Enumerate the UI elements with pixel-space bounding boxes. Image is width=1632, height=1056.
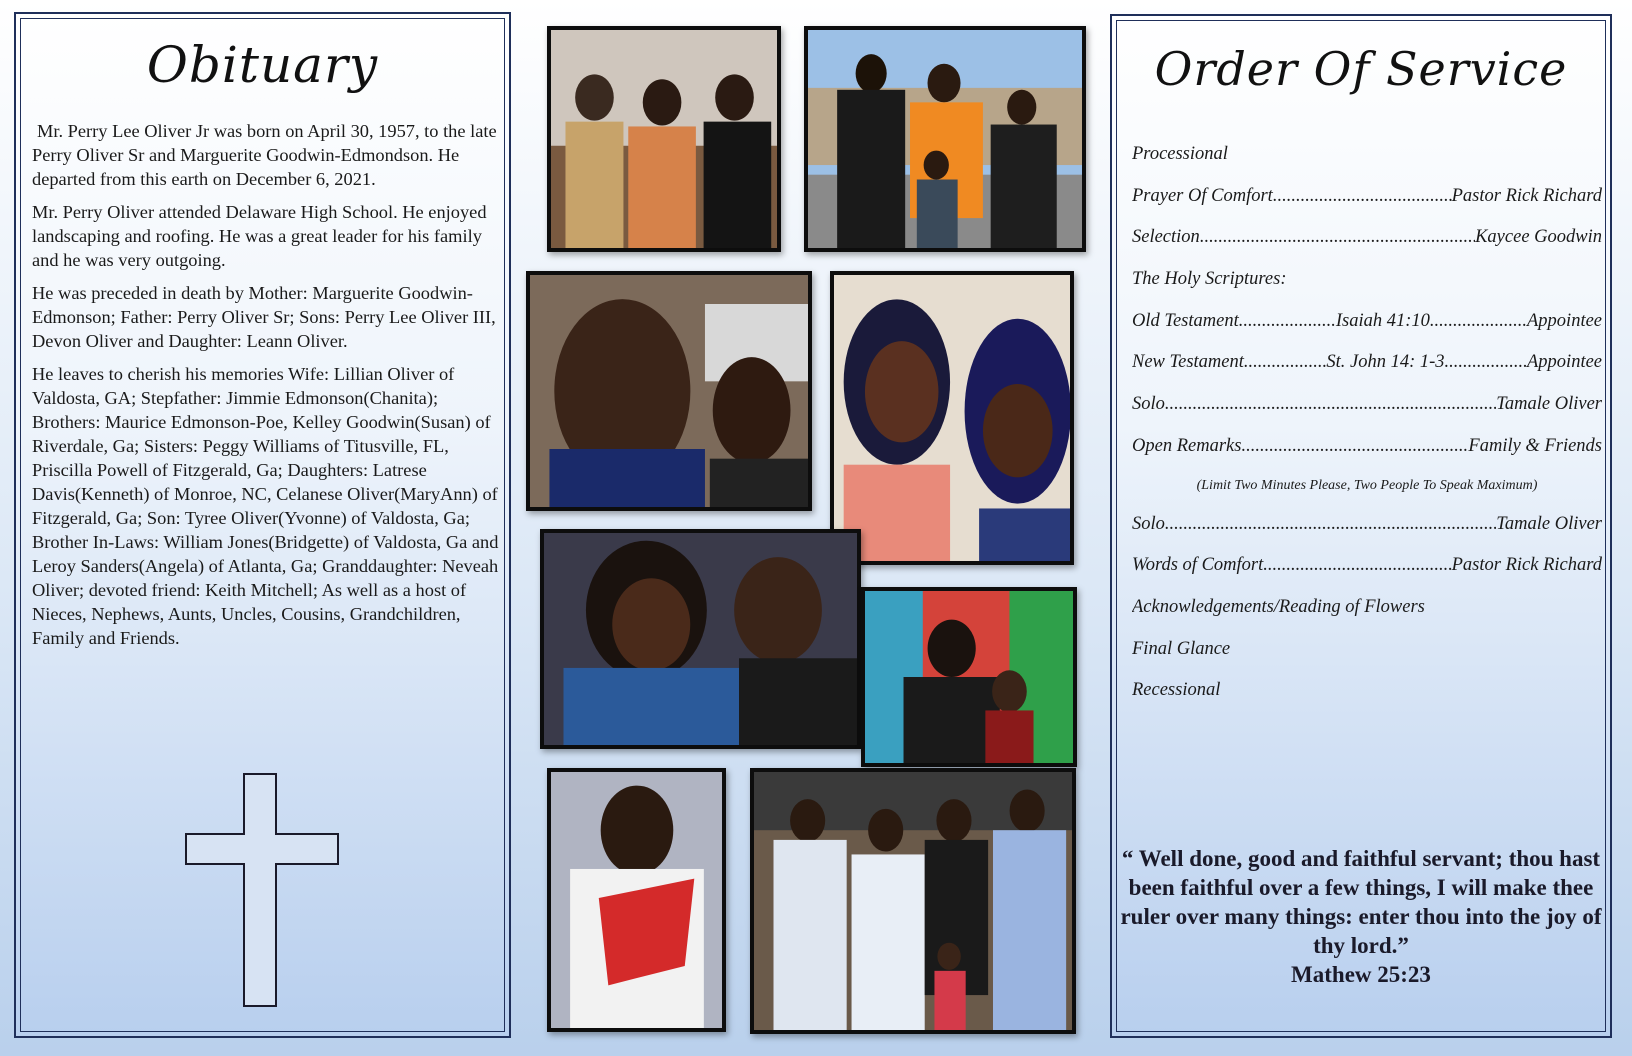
service-item-label: Final Glance xyxy=(1132,638,1231,659)
leader-dots xyxy=(1263,545,1451,587)
cross-icon xyxy=(182,770,352,1010)
service-item-person: Kaycee Goodwin xyxy=(1475,227,1602,248)
service-item-label: Acknowledgements/Reading of Flowers xyxy=(1132,596,1425,617)
service-item-reference: Isaiah 41:10 xyxy=(1335,310,1430,331)
service-item-person: Family & Friends xyxy=(1468,435,1602,456)
photo-family-street xyxy=(804,26,1086,252)
photo-family-group xyxy=(750,768,1076,1034)
service-item xyxy=(1132,545,1602,587)
service-item xyxy=(1132,504,1602,546)
scripture-quote xyxy=(1120,844,1602,989)
service-item-label: Solo xyxy=(1132,513,1165,534)
service-note: (Limit Two Minutes Please, Two People To Speak Maximum) xyxy=(1196,477,1538,493)
photo-three-men-indoors xyxy=(547,26,781,252)
leader-dots xyxy=(1241,426,1468,468)
service-item-reference: St. John 14: 1-3 xyxy=(1326,352,1445,373)
leader-dots xyxy=(1445,342,1527,384)
service-item xyxy=(1132,176,1602,218)
obituary-paragraph: Mr. Perry Oliver attended Delaware High School. He enjoyed landscaping and roofing. He was a great leader for his family and he was very outgoing. xyxy=(32,202,487,270)
leader-dots xyxy=(1165,504,1496,546)
service-item xyxy=(1132,670,1602,712)
service-item-person: Tamale Oliver xyxy=(1496,394,1602,415)
service-item-label: Selection xyxy=(1132,227,1200,248)
service-item-label: New Testament xyxy=(1132,352,1244,373)
order-of-service-list xyxy=(1132,134,1602,712)
service-item-label: Words of Comfort xyxy=(1132,555,1264,576)
service-item-label: Open Remarks xyxy=(1132,435,1242,456)
service-item xyxy=(1132,301,1602,343)
service-item xyxy=(1132,426,1602,468)
photo-man-girl-colorful xyxy=(861,587,1077,767)
photo-selfie-woman-girl xyxy=(830,271,1074,565)
obituary-paragraph: He leaves to cherish his memories Wife: Lillian Oliver of Valdosta, GA; Stepfather: Jimmie Edmonson(Chanita); Brothers: Maurice Edmonson-Poe, Kelley Goodwin(Susan) of Riverdale, Ga; Sisters: Peggy Williams of Titusville, FL, Priscilla Powell of Fitzgerald, Ga; Daughters: Latrese Davis(Kenneth) of Monroe, NC, Celanese Oliver(MaryAnn) of Fitzgerald, Ga; Son: Tyree Oliver(Yvonne) of Valdosta, Ga; Brother In-Laws: William Jones(Bridgette) of Valdosta, Ga and Leroy Sanders(Angela) of Atlanta, Ga; Granddaughter: Neveah Oliver; devoted friend: Keith Mitchell; As well as a host of Nieces, Nephews, Aunts, Uncles, Cousins, Grandchildren, Family and Friends. xyxy=(32,364,499,648)
service-item-label: Solo xyxy=(1132,394,1165,415)
service-item-person: Appointee xyxy=(1527,310,1602,331)
service-item xyxy=(1132,629,1602,671)
obituary-text xyxy=(32,119,507,659)
leader-dots xyxy=(1200,217,1475,259)
service-item-label: The Holy Scriptures: xyxy=(1132,269,1287,290)
service-item-person: Pastor Rick Richard xyxy=(1451,555,1602,576)
obituary-title: Obituary xyxy=(146,36,379,94)
service-item-person: Tamale Oliver xyxy=(1496,513,1602,534)
photo-young-man-selfie xyxy=(547,768,726,1032)
service-item-label: Processional xyxy=(1132,144,1228,164)
obituary-panel xyxy=(14,12,511,1038)
leader-dots xyxy=(1273,176,1452,218)
service-item-label: Prayer Of Comfort xyxy=(1132,185,1273,206)
service-item xyxy=(1132,384,1602,426)
service-item xyxy=(1132,134,1602,176)
service-item-person: Appointee xyxy=(1527,352,1602,373)
service-item-label: Recessional xyxy=(1132,680,1221,701)
service-item xyxy=(1132,217,1602,259)
service-item-label: Old Testament xyxy=(1132,310,1239,331)
service-item-person: Pastor Rick Richard xyxy=(1451,185,1602,206)
photo-selfie-couple xyxy=(526,271,812,511)
leader-dots xyxy=(1244,342,1326,384)
service-item xyxy=(1132,259,1602,301)
leader-dots xyxy=(1239,301,1336,343)
order-of-service-title: Order Of Service xyxy=(1154,42,1568,96)
obituary-paragraph: Mr. Perry Lee Oliver Jr was born on April 30, 1957, to the late Perry Oliver Sr and Marguerite Goodwin-Edmondson. He departed from this earth on December 6, 2021. xyxy=(32,121,497,189)
quote-text: “ Well done, good and faithful servant; thou hast been faithful over a few things, I will make thee ruler over many things: enter thou into the joy of thy lord.” xyxy=(1120,846,1602,958)
leader-dots xyxy=(1165,384,1496,426)
photo-two-women-selfie xyxy=(540,529,861,749)
service-item xyxy=(1132,342,1602,384)
order-of-service-panel xyxy=(1110,14,1612,1038)
leader-dots xyxy=(1430,301,1527,343)
service-item xyxy=(1132,587,1602,629)
quote-citation: Mathew 25:23 xyxy=(1291,962,1431,987)
obituary-paragraph: He was preceded in death by Mother: Marguerite Goodwin-Edmonson; Father: Perry Oliver Sr; Sons: Perry Lee Oliver III, Devon Oliver and Daughter: Leann Oliver. xyxy=(32,283,496,351)
